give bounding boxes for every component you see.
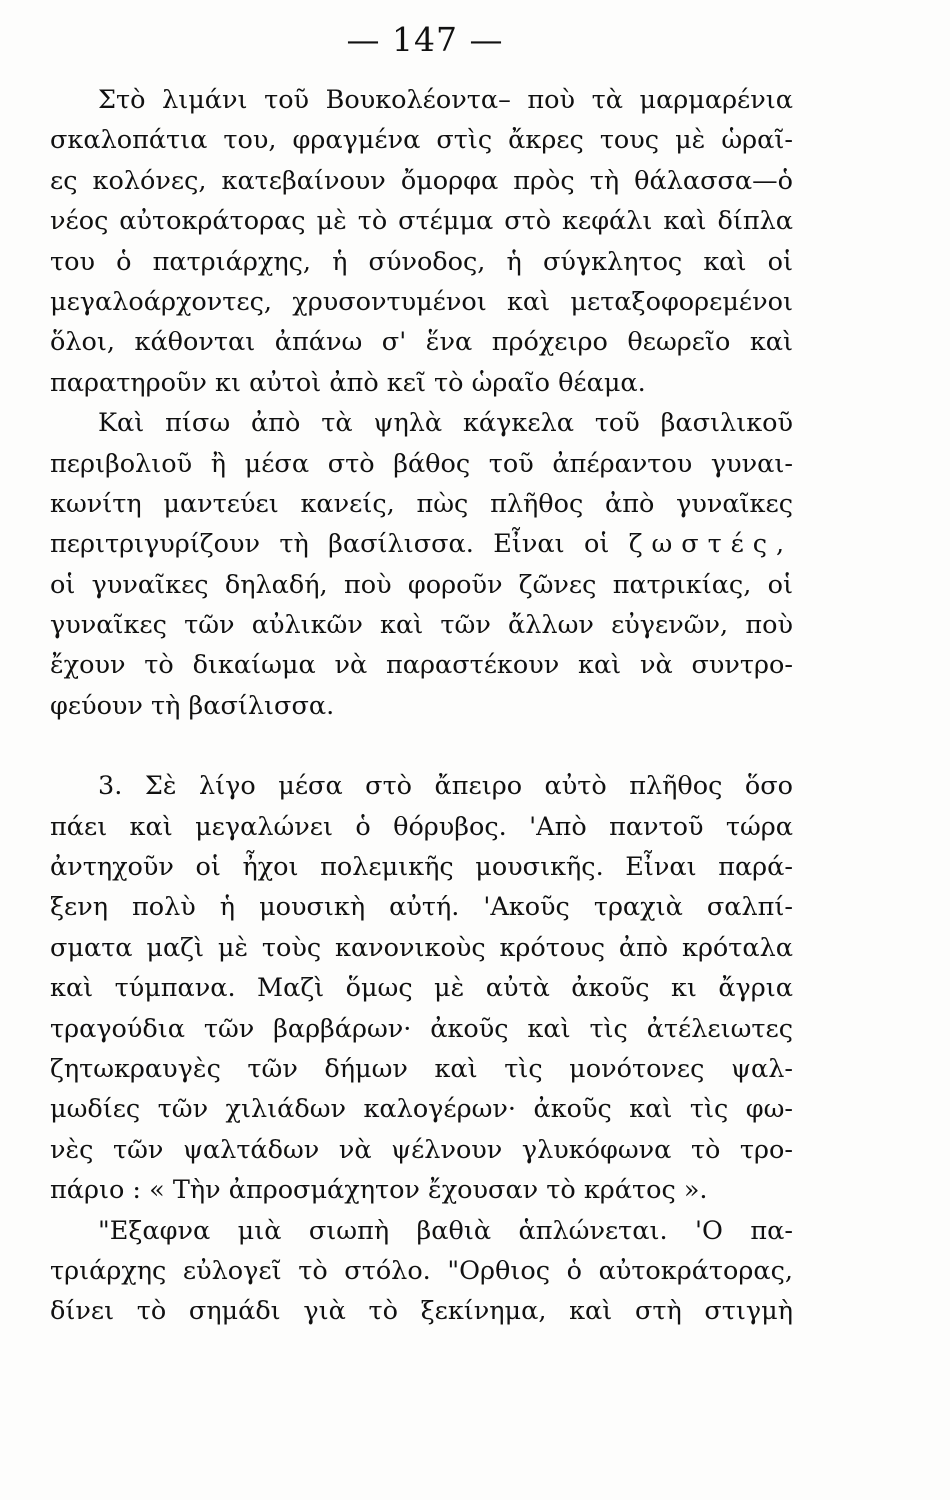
text-line: μωδίες τῶν χιλιάδων καλογέρων· ἀκοῦς καὶ τὶς φω- <box>50 1094 793 1125</box>
text-line: φεύουν τὴ βασίλισσα. <box>50 690 335 721</box>
page-text <box>50 80 793 1332</box>
text-line: ξενη πολὺ ἡ μουσικὴ αὐτή. 'Ακοῦς τραχιὰ σαλπί- <box>50 892 793 923</box>
text-line: Στὸ λιμάνι τοῦ Βουκολέοντα– ποὺ τὰ μαρμαρένια <box>98 85 793 115</box>
text-line-with-spaced-word <box>50 524 793 564</box>
text-line: νέος αὐτοκράτορας μὲ τὸ στέμμα στὸ κεφάλι καὶ δίπλα <box>50 206 793 237</box>
text-line: 3. Σὲ λίγο μέσα στὸ ἄπειρο αὐτὸ πλῆθος ὅσο <box>98 771 793 802</box>
text-line: δίνει τὸ σημάδι γιὰ τὸ ξεκίνημα, καὶ στὴ στιγμὴ <box>50 1296 793 1327</box>
text-line: τραγούδια τῶν βαρβάρων· ἀκοῦς καὶ τὶς ἀτέλειωτες <box>50 1013 793 1044</box>
section-gap <box>50 726 793 766</box>
text-line: κωνίτη μαντεύει κανείς, πὼς πλῆθος ἀπὸ γυναῖκες <box>50 488 793 519</box>
paragraph-1 <box>50 80 793 403</box>
text-line: οἱ γυναῖκες δηλαδή, ποὺ φοροῦν ζῶνες πατρικίας, οἱ <box>50 569 793 600</box>
text-line: καὶ τύμπανα. Μαζὶ ὅμως μὲ αὐτὰ ἀκοῦς κι ἄγρια <box>50 973 793 1004</box>
text-line: σματα μαζὶ μὲ τοὺς κανονικοὺς κρότους ἀπὸ κρόταλα <box>50 932 793 963</box>
text-line: ζητωκραυγὲς τῶν δήμων καὶ τὶς μονότονες ψαλ- <box>50 1053 793 1084</box>
text-line: πάει καὶ μεγαλώνει ὁ θόρυβος. 'Απὸ παντοῦ τώρα <box>50 811 793 842</box>
text-line: πάριο : « Τὴν ἀπροσμάχητον ἔχουσαν τὸ κράτος ». <box>50 1175 708 1206</box>
text-line: σκαλοπάτια του, φραγμένα στὶς ἄκρες τους μὲ ὡραῖ- <box>50 125 793 156</box>
text-line: ὅλοι, κάθονται ἀπάνω σ' ἕνα πρόχειρο θεωρεῖο καὶ <box>50 327 793 358</box>
text-line: ἀντηχοῦν οἱ ἦχοι πολεμικῆς μουσικῆς. Εἶναι παρά- <box>50 852 793 883</box>
text-line: νὲς τῶν ψαλτάδων νὰ ψέλνουν γλυκόφωνα τὸ τρο- <box>50 1134 793 1165</box>
text-line: μεγαλοάρχοντες, χρυσοντυμένοι καὶ μεταξοφορεμένοι <box>50 286 793 317</box>
paragraph-2 <box>50 403 793 726</box>
paragraph-3 <box>50 766 793 1210</box>
text-line: του ὁ πατριάρχης, ἡ σύνοδος, ἡ σύγκλητος καὶ οἱ <box>50 246 793 277</box>
text-line: τριάρχης εὐλογεῖ τὸ στόλο. "Ορθιος ὁ αὐτοκράτορας, <box>50 1255 793 1286</box>
text-fragment: περιτριγυρίζουν τὴ βασίλισσα. Εἶναι οἱ <box>50 529 610 560</box>
paragraph-4 <box>50 1211 793 1332</box>
text-line: γυναῖκες τῶν αὐλικῶν καὶ τῶν ἄλλων εὐγενῶν, ποὺ <box>50 610 793 641</box>
text-line: ες κολόνες, κατεβαίνουν ὄμορφα πρὸς τὴ θάλασσα—ὁ <box>50 165 793 196</box>
spaced-word: ζωστές, <box>628 529 793 560</box>
text-line: "Εξαφνα μιὰ σιωπὴ βαθιὰ ἁπλώνεται. 'Ο πα- <box>98 1215 793 1246</box>
text-line: ἔχουν τὸ δικαίωμα νὰ παραστέκουν καὶ νὰ συντρο- <box>50 650 793 681</box>
page-number: — 147 — <box>346 20 504 59</box>
text-line: περιβολιοῦ ἢ μέσα στὸ βάθος τοῦ ἀπέραντου γυναι- <box>50 448 793 479</box>
text-line: παρατηροῦν κι αὐτοὶ ἀπὸ κεῖ τὸ ὡραῖο θέαμα. <box>50 367 646 398</box>
text-line: Καὶ πίσω ἀπὸ τὰ ψηλὰ κάγκελα τοῦ βασιλικοῦ <box>98 408 793 439</box>
